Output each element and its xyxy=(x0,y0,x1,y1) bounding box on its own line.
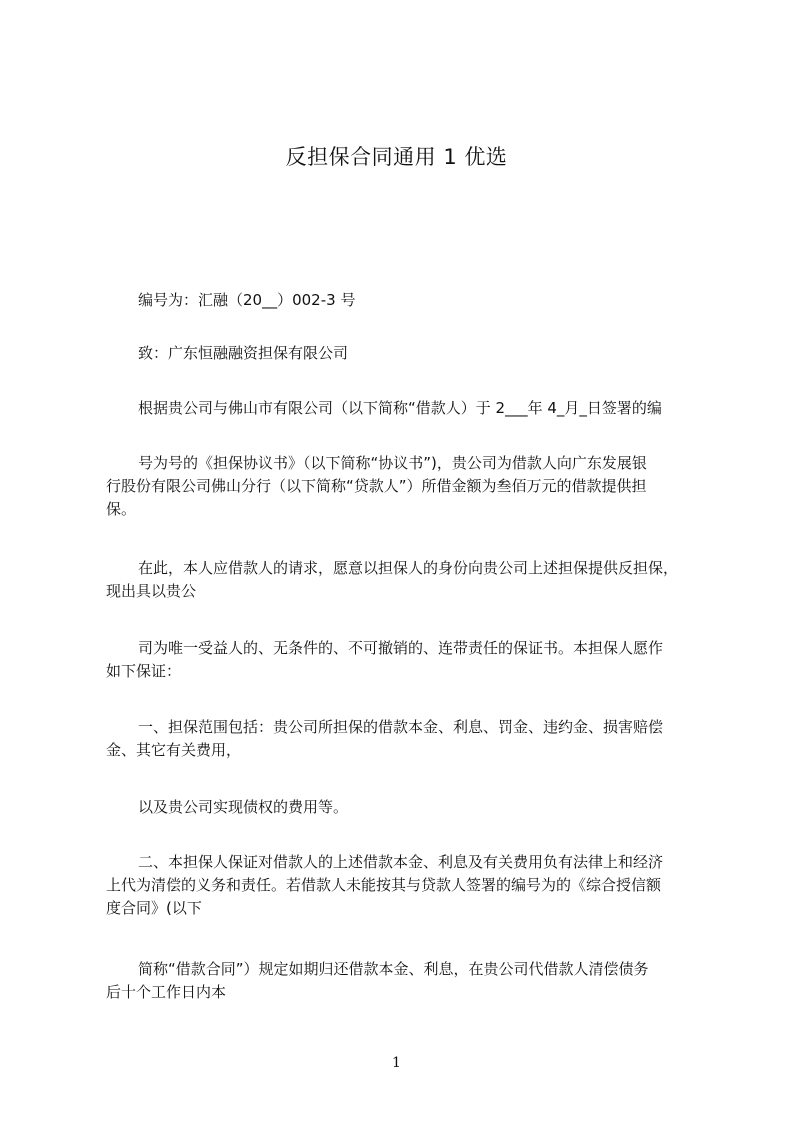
text-line: 上代为清偿的义务和责任。若借款人未能按其与贷款人签署的编号为的《综合授信额 xyxy=(106,876,662,894)
text-line: 行股份有限公司佛山分行（以下简称“贷款人”）所借金额为叁佰万元的借款提供担 xyxy=(106,477,647,495)
document-title: 反担保合同通用 1 优选 xyxy=(285,145,508,169)
text-line: 如下保证： xyxy=(106,662,182,680)
paragraph-guarantee xyxy=(106,637,706,683)
text-line: 简称“借款合同”）规定如期归还借款本金、利息，在贵公司代借款人清偿债务 xyxy=(138,960,649,978)
paragraph-clause-one xyxy=(106,716,706,762)
text-line: 根据贵公司与佛山市有限公司（以下简称“借款人）于 2___年 4_月_日签署的编 xyxy=(138,399,662,417)
paragraph-clause-two xyxy=(106,851,706,920)
text-line: 金、其它有关费用， xyxy=(106,741,242,759)
paragraph-agreement xyxy=(106,452,706,521)
text-line: 以及贵公司实现债权的费用等。 xyxy=(138,798,349,816)
text-line: 现出具以贵公 xyxy=(106,582,197,600)
text-line: 司为唯一受益人的、无条件的、不可撤销的、连带责任的保证书。本担保人愿作 xyxy=(138,639,664,657)
text-line: 一、担保范围包括：贵公司所担保的借款本金、利息、罚金、违约金、损害赔偿 xyxy=(138,718,664,736)
paragraph-clause-one-cont xyxy=(106,796,706,819)
text-line: 致：广东恒融融资担保有限公司 xyxy=(138,344,349,362)
paragraph-clause-two-cont xyxy=(106,958,706,1004)
text-line: 在此，本人应借款人的请求，愿意以担保人的身份向贵公司上述担保提供反担保， xyxy=(138,559,679,577)
text-line: 二、本担保人保证对借款人的上述借款本金、利息及有关费用负有法律上和经济 xyxy=(138,853,664,871)
page-number: 1 xyxy=(392,1055,401,1071)
paragraph-contract-number xyxy=(106,289,706,312)
text-line: 保。 xyxy=(106,500,137,518)
paragraph-basis xyxy=(106,397,706,420)
text-line: 后十个工作日内本 xyxy=(106,983,227,1001)
paragraph-request xyxy=(106,557,706,603)
text-line: 编号为：汇融（20__）002-3 号 xyxy=(138,291,356,309)
text-line: 号为号的《担保协议书》（以下简称“协议书”)，贵公司为借款人向广东发展银 xyxy=(138,454,647,472)
text-line: 度合同》(以下 xyxy=(106,899,202,917)
paragraph-addressee xyxy=(106,342,706,365)
